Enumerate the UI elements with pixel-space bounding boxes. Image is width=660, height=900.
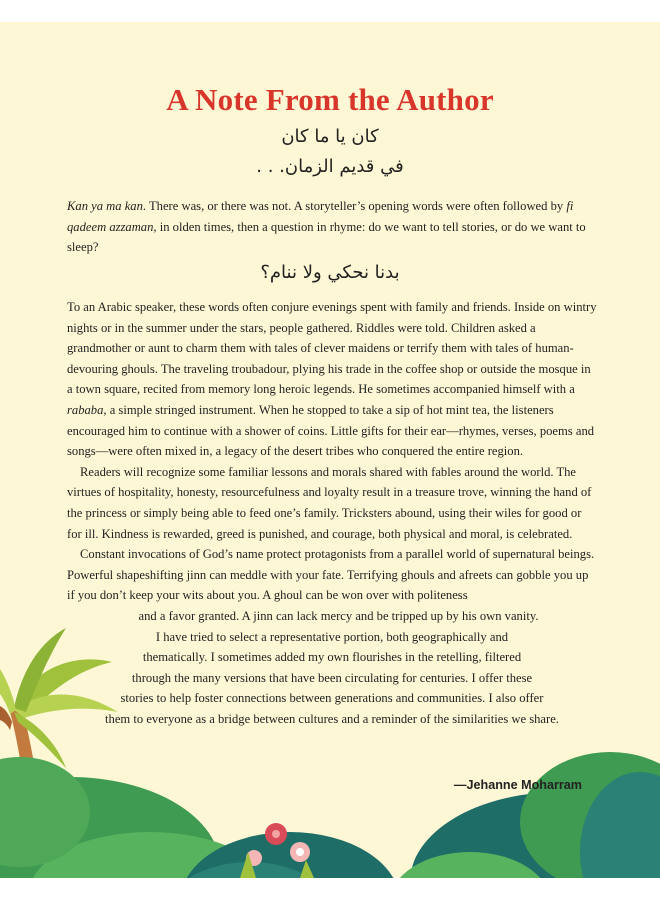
body-text [67,297,597,729]
italic-phrase: fi qadeem azzaman [67,199,574,234]
paragraph-line: stories to help foster connections between generations and communities. I also offer [120,691,544,706]
book-page [0,22,660,878]
paragraph-selection [67,627,597,730]
author-signature: —Jehanne Moharram [453,778,582,792]
arabic-question-line: بدنا نحكي ولا ننام؟ [260,262,400,283]
paragraph-text: To an Arabic speaker, these words often conjure evenings spent with family and friends. Inside on wintry nights or in the summer under the stars, people gathered. Riddles were told. Children asked a grandmother or aunt to charm them with tales of clever maidens or terrify them with tales of human-devouring ghouls. The traveling troubadour, plying his trade in the coffee shop or outside the mosque in a town square, recited from memory long heroic legends. He sometimes accompanied himself with a [67,300,597,397]
intro-text: , in olden times, then a question in rhyme: do we want to tell stories, or do we want to sleep? [67,219,586,255]
paragraph-jinn [67,544,597,626]
paragraph-fables: Readers will recognize some familiar lessons and morals shared with fables around the world. The virtues of hospitality, honesty, resourcefulness and loyalty result in a treasure trove, winning the hand of the princess or simply being able to feed one’s family. Tricksters abound, using their wiles for good or for ill. Kindness is rewarded, greed is punished, and courage, both physical and moral, is celebrated. [67,464,592,541]
paragraph-evenings [67,297,597,462]
bush-illustration [0,752,660,878]
italic-phrase: Kan ya ma kan [67,199,143,213]
paragraph-line: I have tried to select a representative portion, both geographically and [155,629,509,644]
paragraph-line: them to everyone as a bridge between cultures and a reminder of the similarities we share. [105,711,559,726]
arabic-opening-line-2: في قديم الزمان. . . [256,156,404,177]
paragraph-line: through the many versions that have been circulating for centuries. I offer these [131,670,533,685]
intro-text: . There was, or there was not. A storyteller’s opening words were often followed by [142,199,567,213]
paragraph-line: thematically. I sometimes added my own flourishes in the retelling, filtered [142,650,522,665]
paragraph-text: , a simple stringed instrument. When he stopped to take a sip of hot mint tea, the listeners encouraged him to continue with a shower of coins. Little gifts for their ear—rhymes, verses, poems and songs—were often mixed in, a legacy of the desert tribes who conquered the entire region. [67,402,595,459]
paragraph-text: and a favor granted. A jinn can lack mercy and be tripped up by his own vanity. [138,608,539,623]
intro-paragraph [67,196,597,258]
arabic-opening-line: كان يا ما كان [281,126,379,147]
page-title: A Note From the Author [166,82,494,117]
italic-phrase: rababa [67,402,104,417]
paragraph-text: Constant invocations of God’s name protect protagonists from a parallel world of supernatural beings. Powerful shapeshifting jinn can meddle with your fate. Terrifying ghouls and afreets can gobble you up if you don’t keep your wits about you. A ghoul can be won over with politeness [67,547,595,603]
